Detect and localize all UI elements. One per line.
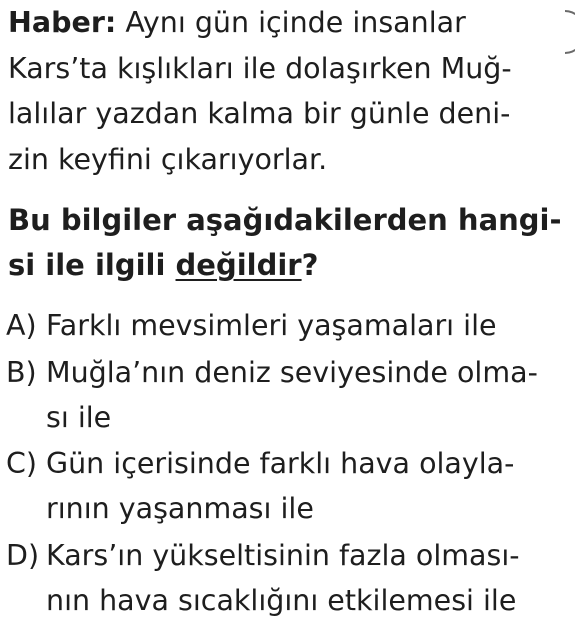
news-label: Haber: <box>8 6 117 39</box>
question-stem <box>8 198 564 288</box>
question-line-2-prefix: si ile ilgili <box>8 248 176 282</box>
option-a-line-1: Farklı mevsimleri yaşamaları ile <box>46 309 497 342</box>
news-line-2: Kars’ta kışlıkları ile dolaşırken Muğ- <box>8 51 512 85</box>
option-c[interactable] <box>6 441 568 531</box>
option-c-line-2: rının yaşanması ile <box>46 492 314 525</box>
question-emphasis: değildir <box>175 248 302 282</box>
option-d-line-2: nın hava sıcaklığını etkilemesi ile <box>46 584 517 617</box>
option-d-line-1: Kars’ın yükseltisinin fazla olması- <box>46 539 520 572</box>
option-c-text <box>46 441 568 531</box>
option-b-letter: B) <box>6 356 37 389</box>
option-b-text <box>46 350 568 440</box>
option-a-text <box>46 303 568 348</box>
option-b-line-1: Muğla’nın deniz seviyesinde olma- <box>46 356 538 389</box>
page-edge-arc <box>565 10 575 54</box>
news-line-4: zin keyfini çıkarıyorlar. <box>8 142 328 176</box>
question-suffix: ? <box>301 248 319 282</box>
option-c-letter: C) <box>6 447 38 480</box>
option-c-line-1: Gün içerisinde farklı hava olayla- <box>46 447 515 480</box>
option-d-text <box>46 533 568 623</box>
option-a-letter: A) <box>6 309 37 342</box>
option-d[interactable] <box>6 533 568 623</box>
question-line-1: Bu bilgiler aşağıdakilerden hangi- <box>8 203 562 237</box>
option-d-letter: D) <box>6 539 40 572</box>
news-line-3: lalılar yazdan kalma bir günle deni- <box>8 97 511 130</box>
news-paragraph <box>8 0 564 182</box>
option-a[interactable] <box>6 303 568 348</box>
option-b[interactable] <box>6 350 568 440</box>
news-line-1: Aynı gün içinde insanlar <box>125 6 466 39</box>
option-b-line-2: sı ile <box>46 401 112 434</box>
